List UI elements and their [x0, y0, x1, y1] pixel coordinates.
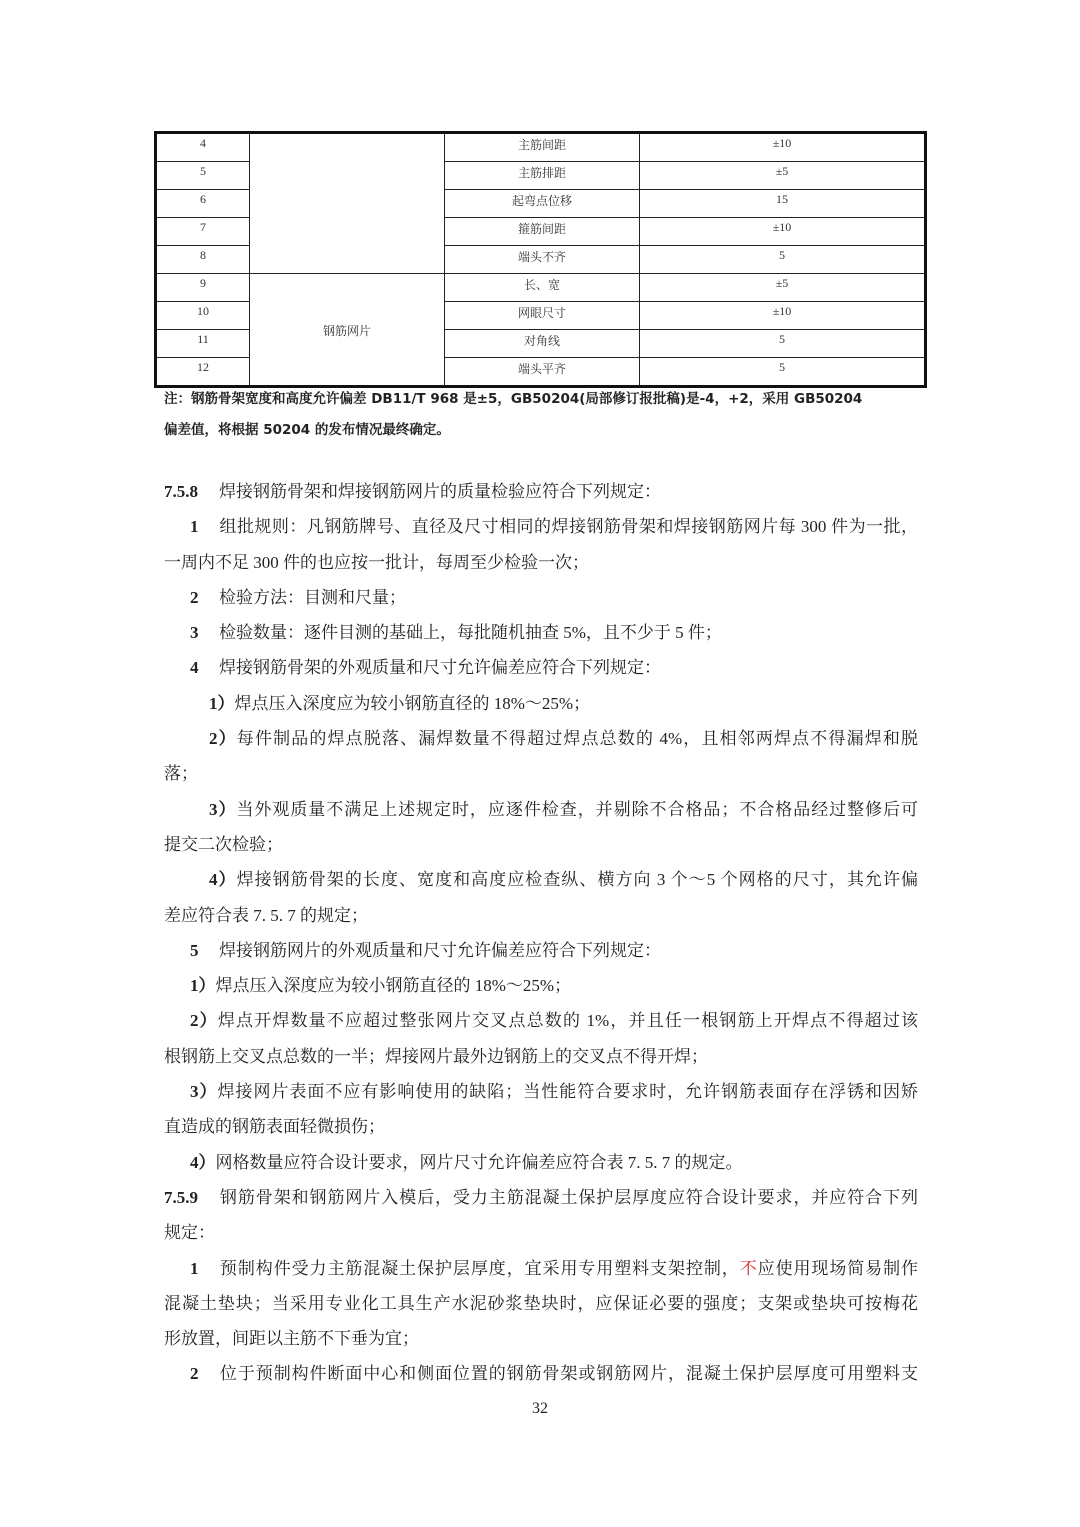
subitem-line	[164, 721, 918, 756]
row-number: 8	[156, 246, 250, 274]
clause-text: 焊接钢筋骨架和焊接钢筋网片的质量检验应符合下列规定：	[219, 482, 661, 501]
continuation-line: 根钢筋上交叉点总数的一半；焊接网片最外边钢筋上的交叉点不得开焊；	[164, 1046, 708, 1066]
document-body	[164, 474, 918, 1392]
continuation-line: 提交二次检验；	[164, 834, 283, 854]
subitem-line	[164, 1074, 918, 1109]
tolerance-value: 5	[640, 246, 926, 274]
subitem-text: 当外观质量不满足上述规定时，应逐件检查，并剔除不合格品；不合格品经过整修后可	[236, 799, 918, 819]
check-item: 长、宽	[445, 274, 640, 302]
item-number: 3	[190, 623, 199, 643]
check-item: 主筋排距	[445, 162, 640, 190]
row-number: 11	[156, 330, 250, 358]
tolerance-value: ±10	[640, 302, 926, 330]
check-item: 端头平齐	[445, 358, 640, 387]
item-line	[164, 650, 918, 685]
item-line	[164, 1251, 918, 1286]
subitem-line	[164, 1003, 918, 1038]
clause-number: 7.5.9	[164, 1187, 198, 1207]
item-text: 焊接钢筋骨架的外观质量和尺寸允许偏差应符合下列规定：	[219, 658, 661, 678]
note-line: 注：钢筋骨架宽度和高度允许偏差 DB11/T 968 是±5，GB50204(局部修订报批稿)是-4，+2，采用 GB50204	[164, 391, 863, 407]
continuation-line: 形放置，间距以主筋不下垂为宜；	[164, 1329, 419, 1349]
continuation-line: 直造成的钢筋表面轻微损伤；	[164, 1117, 385, 1137]
item-text: 位于预制构件断面中心和侧面位置的钢筋骨架或钢筋网片，混凝土保护层厚度可用塑料支	[219, 1364, 918, 1384]
row-number: 7	[156, 218, 250, 246]
tolerance-value: 5	[640, 330, 926, 358]
item-number: 2	[190, 1364, 199, 1384]
clause-7-5-9	[164, 1180, 918, 1215]
subitem-text: 焊点压入深度应为较小钢筋直径的 18%～25%；	[234, 693, 591, 713]
item-number: 1	[190, 517, 199, 537]
subitem-text: 焊点开焊数量不应超过整张网片交叉点总数的 1%，并且任一根钢筋上开焊点不得超过该	[217, 1011, 918, 1031]
table-row	[156, 274, 926, 302]
page-number: 32	[532, 1400, 548, 1417]
tolerance-value: 15	[640, 190, 926, 218]
tolerance-value: ±5	[640, 274, 926, 302]
row-number: 5	[156, 162, 250, 190]
item-text: 焊接钢筋网片的外观质量和尺寸允许偏差应符合下列规定：	[219, 940, 661, 960]
subitem-text: 网格数量应符合设计要求，网片尺寸允许偏差应符合表 7. 5. 7 的规定。	[215, 1152, 743, 1172]
group-cell-mesh: 钢筋网片	[250, 274, 445, 387]
tolerance-table	[154, 131, 927, 388]
row-number: 10	[156, 302, 250, 330]
tolerance-value: ±10	[640, 218, 926, 246]
subitem-number: 2）	[190, 1011, 218, 1031]
table-row	[156, 133, 926, 162]
subitem-line	[164, 968, 918, 1003]
table-note	[164, 384, 924, 446]
item-line	[164, 1356, 918, 1391]
clause-7-5-8	[164, 474, 918, 509]
item-number: 4	[190, 658, 199, 678]
tolerance-value: ±10	[640, 133, 926, 162]
item-line	[164, 615, 918, 650]
item-line	[164, 933, 918, 968]
item-text: 检验数量：逐件目测的基础上，每批随机抽查 5%，且不少于 5 件；	[219, 623, 722, 643]
continuation-line: 落；	[164, 764, 198, 784]
group-cell	[250, 133, 445, 274]
subitem-number: 3）	[190, 1082, 218, 1102]
subitem-line	[164, 792, 918, 827]
check-item: 箍筋间距	[445, 218, 640, 246]
item-text: 检验方法：目测和尺量；	[219, 587, 406, 607]
item-number: 5	[190, 940, 199, 960]
item-text: 应使用现场简易制作	[757, 1258, 918, 1278]
subitem-number: 4）	[209, 870, 237, 890]
item-number: 2	[190, 587, 199, 607]
tolerance-value: ±5	[640, 162, 926, 190]
subitem-line	[164, 1145, 918, 1180]
check-item: 起弯点位移	[445, 190, 640, 218]
check-item: 对角线	[445, 330, 640, 358]
check-item: 端头不齐	[445, 246, 640, 274]
subitem-number: 2）	[209, 729, 237, 749]
continuation-line: 差应符合表 7. 5. 7 的规定；	[164, 905, 368, 925]
item-text: 预制构件受力主筋混凝土保护层厚度，宜采用专用塑料支架控制，	[219, 1258, 740, 1278]
continuation-line: 混凝土垫块；当采用专业化工具生产水泥砂浆垫块时，应保证必要的强度；支架或垫块可按梅花	[164, 1293, 918, 1313]
item-number: 1	[190, 1258, 199, 1278]
item-line	[164, 509, 918, 544]
subitem-number: 1）	[190, 976, 216, 996]
subitem-line	[164, 686, 918, 721]
item-text: 组批规则：凡钢筋牌号、直径及尺寸相同的焊接钢筋骨架和焊接钢筋网片每 300 件为一批，	[219, 517, 918, 537]
subitem-number: 4）	[190, 1152, 216, 1172]
item-line	[164, 580, 918, 615]
subitem-text: 焊接钢筋骨架的长度、宽度和高度应检查纵、横方向 3 个～5 个网格的尺寸，其允许偏	[236, 870, 918, 890]
highlighted-text: 不	[739, 1258, 758, 1278]
row-number: 6	[156, 190, 250, 218]
subitem-text: 焊点压入深度应为较小钢筋直径的 18%～25%；	[215, 976, 572, 996]
continuation-line: 规定：	[164, 1223, 215, 1243]
row-number: 9	[156, 274, 250, 302]
subitem-line	[164, 862, 918, 897]
check-item: 网眼尺寸	[445, 302, 640, 330]
subitem-number: 1）	[209, 693, 235, 713]
subitem-text: 焊接网片表面不应有影响使用的缺陷；当性能符合要求时，允许钢筋表面存在浮锈和因矫	[217, 1082, 918, 1102]
check-item: 主筋间距	[445, 133, 640, 162]
subitem-text: 每件制品的焊点脱落、漏焊数量不得超过焊点总数的 4%，且相邻两焊点不得漏焊和脱	[236, 729, 918, 749]
row-number: 4	[156, 133, 250, 162]
clause-number: 7.5.8	[164, 482, 198, 501]
tolerance-value: 5	[640, 358, 926, 387]
subitem-number: 3）	[209, 799, 237, 819]
continuation-line: 一周内不足 300 件的也应按一批计，每周至少检验一次；	[164, 552, 589, 572]
clause-text: 钢筋骨架和钢筋网片入模后，受力主筋混凝土保护层厚度应符合设计要求，并应符合下列	[219, 1187, 918, 1207]
note-line: 偏差值，将根据 50204 的发布情况最终确定。	[164, 422, 450, 438]
row-number: 12	[156, 358, 250, 387]
